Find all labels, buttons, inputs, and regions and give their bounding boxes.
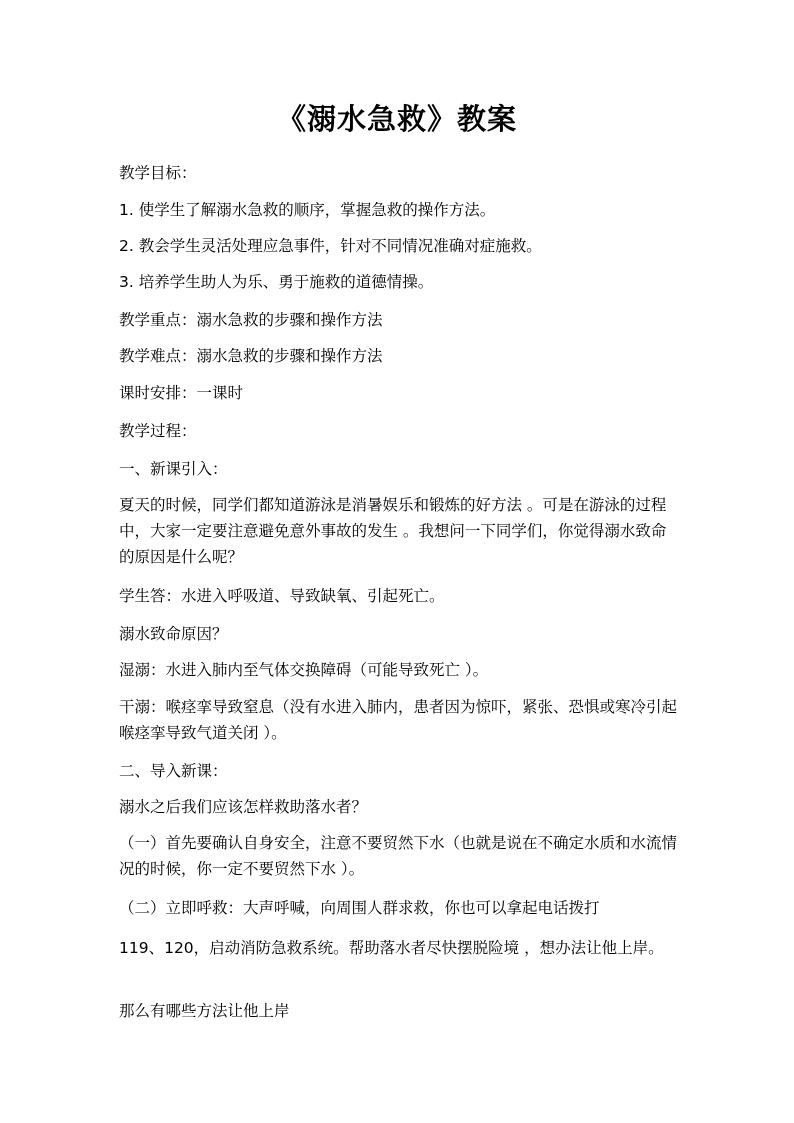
paragraph-key-points: 教学重点：溺水急救的步骤和操作方法	[119, 311, 383, 329]
paragraph-teaching-goals-heading: 教学目标：	[119, 164, 197, 182]
paragraph-wet-drowning: 湿溺：水进入肺内至气体交换障碍（可能导致死亡 ）。	[119, 661, 489, 679]
paragraph-process-heading: 教学过程：	[119, 422, 197, 440]
paragraph-methods-question: 那么有哪些方法让他上岸	[119, 1002, 290, 1020]
paragraph-step-1: （一）首先要确认自身安全，注意不要贸然下水（也就是说在不确定水质和水流情况的时候，你一定不要贸然下水 ）。	[119, 834, 678, 878]
paragraph-drowning-cause-heading: 溺水致命原因？	[119, 625, 228, 643]
paragraph-schedule: 课时安排：一课时	[119, 384, 244, 402]
paragraph-rescue-question: 溺水之后我们应该怎样救助落水者？	[119, 798, 368, 816]
paragraph-intro: 夏天的时候，同学们都知道游泳是消暑娱乐和锻炼的好方法 。可是在游泳的过程中，大家一定要注意避免意外事故的发生 。我想问一下同学们，你觉得溺水致命的原因是什么呢？	[119, 496, 667, 566]
paragraph-dry-drowning: 干溺：喉痉挛导致窒息（没有水进入肺内，患者因为惊吓，紧张、恐惧或寒冷引起喉痉挛导致气道关闭 ）。	[119, 698, 678, 742]
paragraph-student-answer: 学生答：水进入呼吸道、导致缺氧、引起死亡。	[119, 587, 445, 605]
paragraph-step-2-continued: 119、120，启动消防急救系统。帮助落水者尽快摆脱险境 ，想办法让他上岸。	[119, 939, 664, 957]
paragraph-step-2: （二）立即呼救：大声呼喊，向周围人群求救，你也可以拿起电话拨打	[119, 899, 600, 917]
paragraph-goal-2: 2. 教会学生灵活处理应急事件，针对不同情况准确对症施救。	[119, 237, 542, 255]
document-title: 《溺水急救》教案	[276, 102, 517, 136]
paragraph-section-2-heading: 二、导入新课：	[119, 762, 228, 780]
paragraph-goal-1: 1. 使学生了解溺水急救的顺序，掌握急救的操作方法。	[119, 201, 496, 219]
paragraph-goal-3: 3. 培养学生助人为乐、勇于施救的道德情操。	[119, 273, 434, 291]
paragraph-difficulties: 教学难点：溺水急救的步骤和操作方法	[119, 347, 383, 365]
paragraph-section-1-heading: 一、新课引入：	[119, 460, 228, 478]
